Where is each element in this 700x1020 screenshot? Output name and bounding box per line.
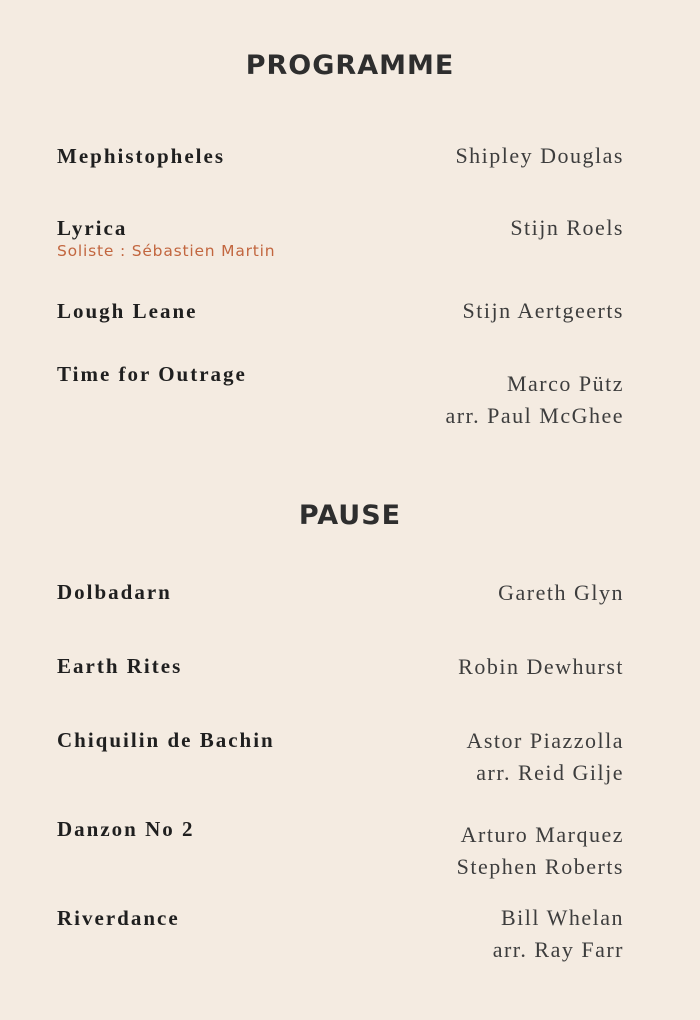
composer [445, 368, 624, 432]
composer-line: Stephen Roberts [456, 854, 624, 879]
piece-title: Mephistopheles [57, 144, 226, 168]
piece-title: Earth Rites [57, 654, 183, 678]
composer-line: Stijn Roels [510, 215, 624, 240]
pause-heading: PAUSE [298, 500, 402, 531]
composer [498, 577, 624, 609]
composer-line: Bill Whelan [500, 905, 624, 930]
composer-arranger-line: arr. Paul McGhee [445, 403, 624, 428]
composer-line: Stijn Aertgeerts [462, 298, 624, 323]
composer [466, 725, 624, 789]
piece-title: Lyrica [57, 216, 128, 240]
composer-line: Shipley Douglas [455, 143, 624, 168]
composer-line: Gareth Glyn [498, 580, 624, 605]
piece-title: Riverdance [57, 906, 180, 930]
composer [493, 902, 624, 966]
composer-line: Robin Dewhurst [458, 654, 624, 679]
composer [463, 295, 624, 327]
composer-arranger-line: arr. Reid Gilje [476, 760, 624, 785]
soloist-credit: Soliste : Sébastien Martin [57, 242, 276, 260]
composer [458, 651, 624, 683]
composer [455, 140, 624, 172]
composer-arranger-line: arr. Ray Farr [492, 937, 624, 962]
composer-line: Arturo Marquez [460, 822, 624, 847]
composer [510, 212, 624, 244]
composer-line: Marco Pütz [506, 371, 624, 396]
composer [457, 819, 624, 883]
composer-line: Astor Piazzolla [466, 728, 624, 753]
programme-heading: PROGRAMME [245, 50, 455, 81]
piece-title: Time for Outrage [57, 362, 247, 386]
piece-title: Lough Leane [57, 299, 198, 323]
piece-title: Dolbadarn [57, 580, 172, 604]
piece-title: Danzon No 2 [57, 817, 195, 841]
piece-title: Chiquilin de Bachin [57, 728, 275, 752]
